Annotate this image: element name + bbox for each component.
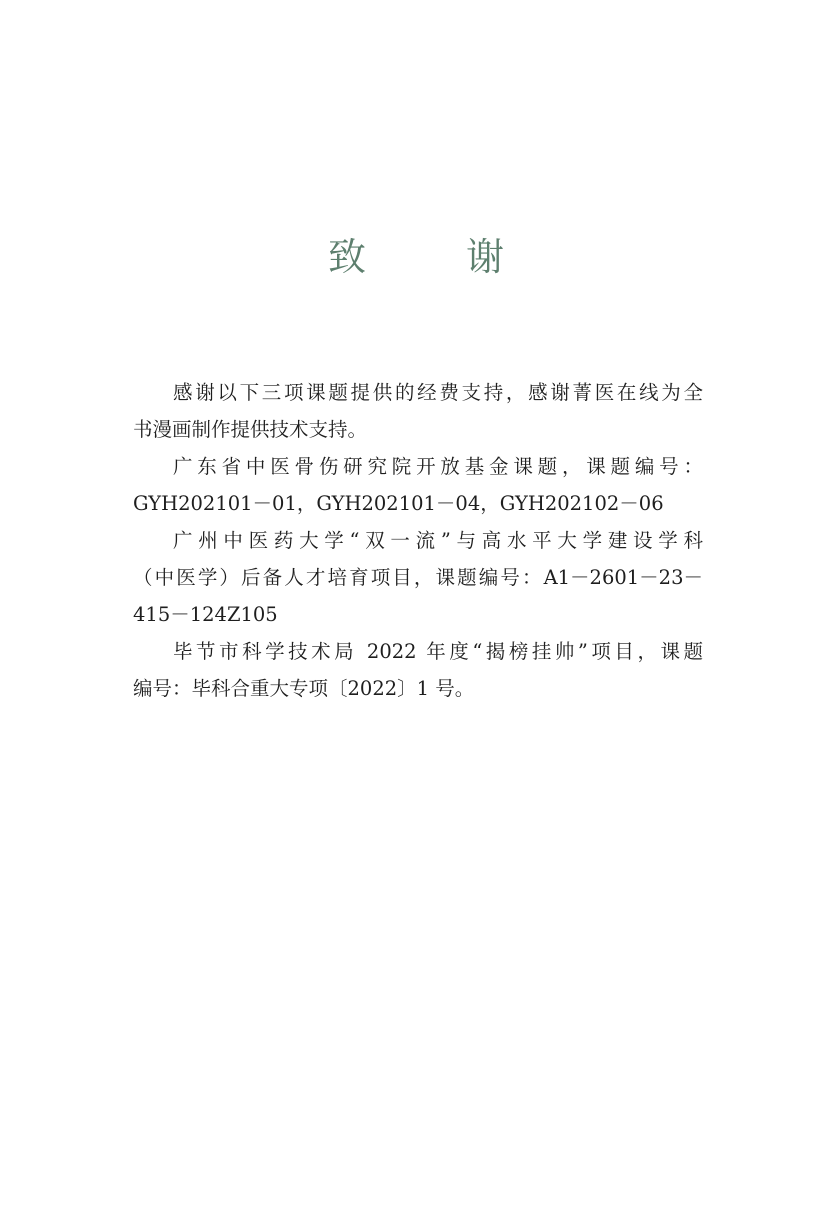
text-line: 编号：毕科合重大专项〔2022〕1 号。 xyxy=(133,677,475,700)
text-line: 广州中医药大学“双一流”与高水平大学建设学科 xyxy=(173,529,703,552)
text-line: GYH202101－01，GYH202101－04，GYH202102－06 xyxy=(133,492,664,515)
text-line: 毕节市科学技术局 2022 年度“揭榜挂帅”项目，课题 xyxy=(173,640,703,663)
text-line: 广东省中医骨伤研究院开放基金课题，课题编号： xyxy=(173,455,703,478)
acknowledgement-body xyxy=(133,374,703,707)
page-title: 致 谢 xyxy=(327,235,549,279)
text-line: （中医学）后备人才培育项目，课题编号：A1－2601－23－ xyxy=(133,566,703,589)
text-line: 书漫画制作提供技术支持。 xyxy=(133,418,368,441)
paragraph-bijie-project xyxy=(133,633,703,707)
paragraph-guangdong-fund xyxy=(133,448,703,522)
paragraph-funding-intro xyxy=(133,374,703,448)
text-line: 415－124Z105 xyxy=(133,603,278,626)
paragraph-gzucm-project xyxy=(133,522,703,633)
text-line: 感谢以下三项课题提供的经费支持，感谢菁医在线为全 xyxy=(173,381,703,404)
